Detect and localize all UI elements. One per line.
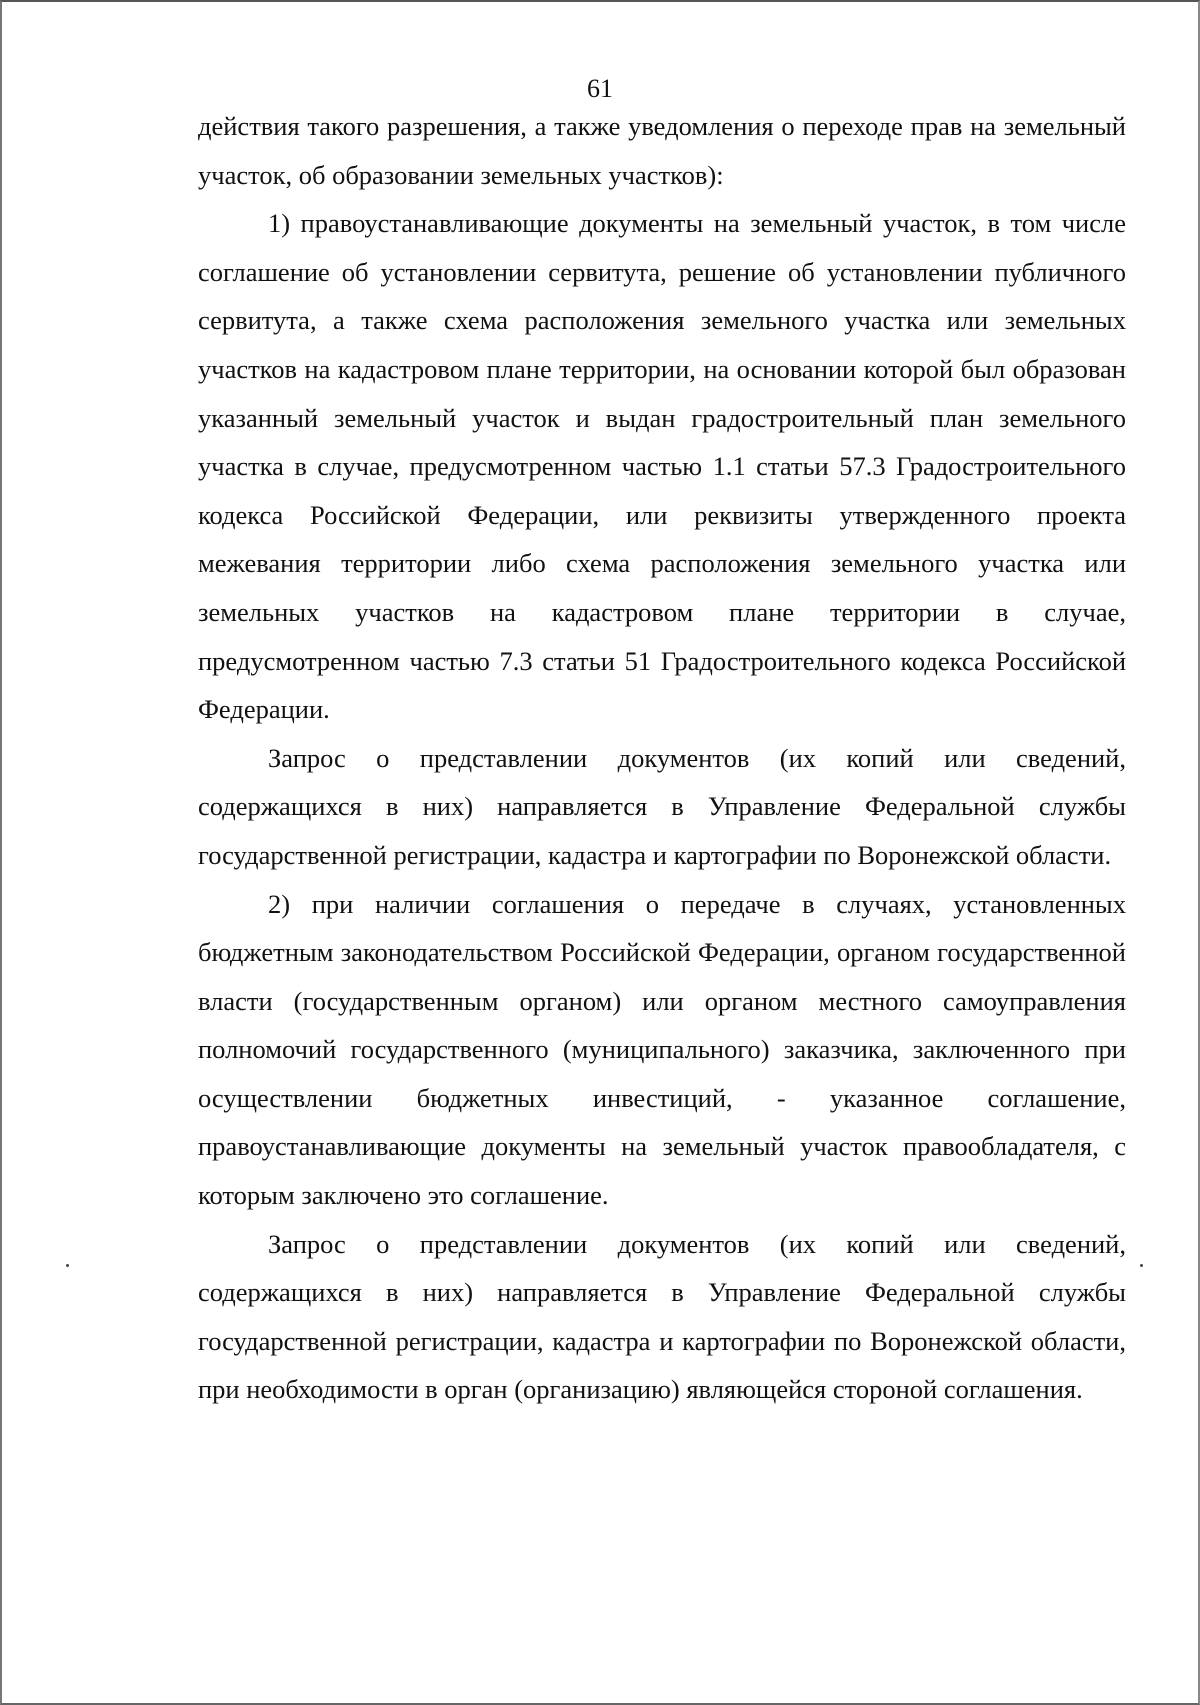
paragraph-request-2: Запрос о представлении документов (их копий или сведений, содержащихся в них) направляется в Управление Федеральной службы государственной регистрации, кадастра и картографии по Воронежской области, при необходимости в орган (организацию) являющейся стороной соглашения. <box>198 1228 1126 1405</box>
paragraph-item-1: 1) правоустанавливающие документы на земельный участок, в том числе соглашение об установлении сервитута, решение об установлении публичного сервитута, а также схема расположения земельного участка или земельных участков на кадастровом плане территории, на основании которой был образован указанный земельный участок и выдан градостроительный план земельного участка в случае, предусмотренном частью 1.1 статьи 57.3 Градостроительного кодекса Российской Федерации, или реквизиты утвержденного проекта межевания территории либо схема расположения земельного участка или земельных участков на кадастровом плане территории в случае, предусмотренном частью 7.3 статьи 51 Градостроительного кодекса Российской Федерации. <box>198 208 1126 725</box>
scan-speck <box>1140 1264 1143 1267</box>
scan-speck <box>66 1264 69 1267</box>
paragraph-item-2: 2) при наличии соглашения о передаче в случаях, установленных бюджетным законодательством Российской Федерации, органом государственной власти (государственным органом) или органом местного самоуправления полномочий государственного (муниципального) заказчика, заключенного при осуществлении бюджетных инвестиций, - указанное соглашение, правоустанавливающие документы на земельный участок правообладателя, с которым заключено это соглашение. <box>198 888 1126 1211</box>
paragraph-request-1: Запрос о представлении документов (их копий или сведений, содержащихся в них) направляется в Управление Федеральной службы государственной регистрации, кадастра и картографии по Воронежской области. <box>198 742 1126 870</box>
page-number: 61 <box>587 74 613 103</box>
paragraph-continuation: действия такого разрешения, а также уведомления о переходе прав на земельный участок, об образовании земельных участков): <box>198 111 1126 190</box>
document-body <box>198 102 1126 1414</box>
